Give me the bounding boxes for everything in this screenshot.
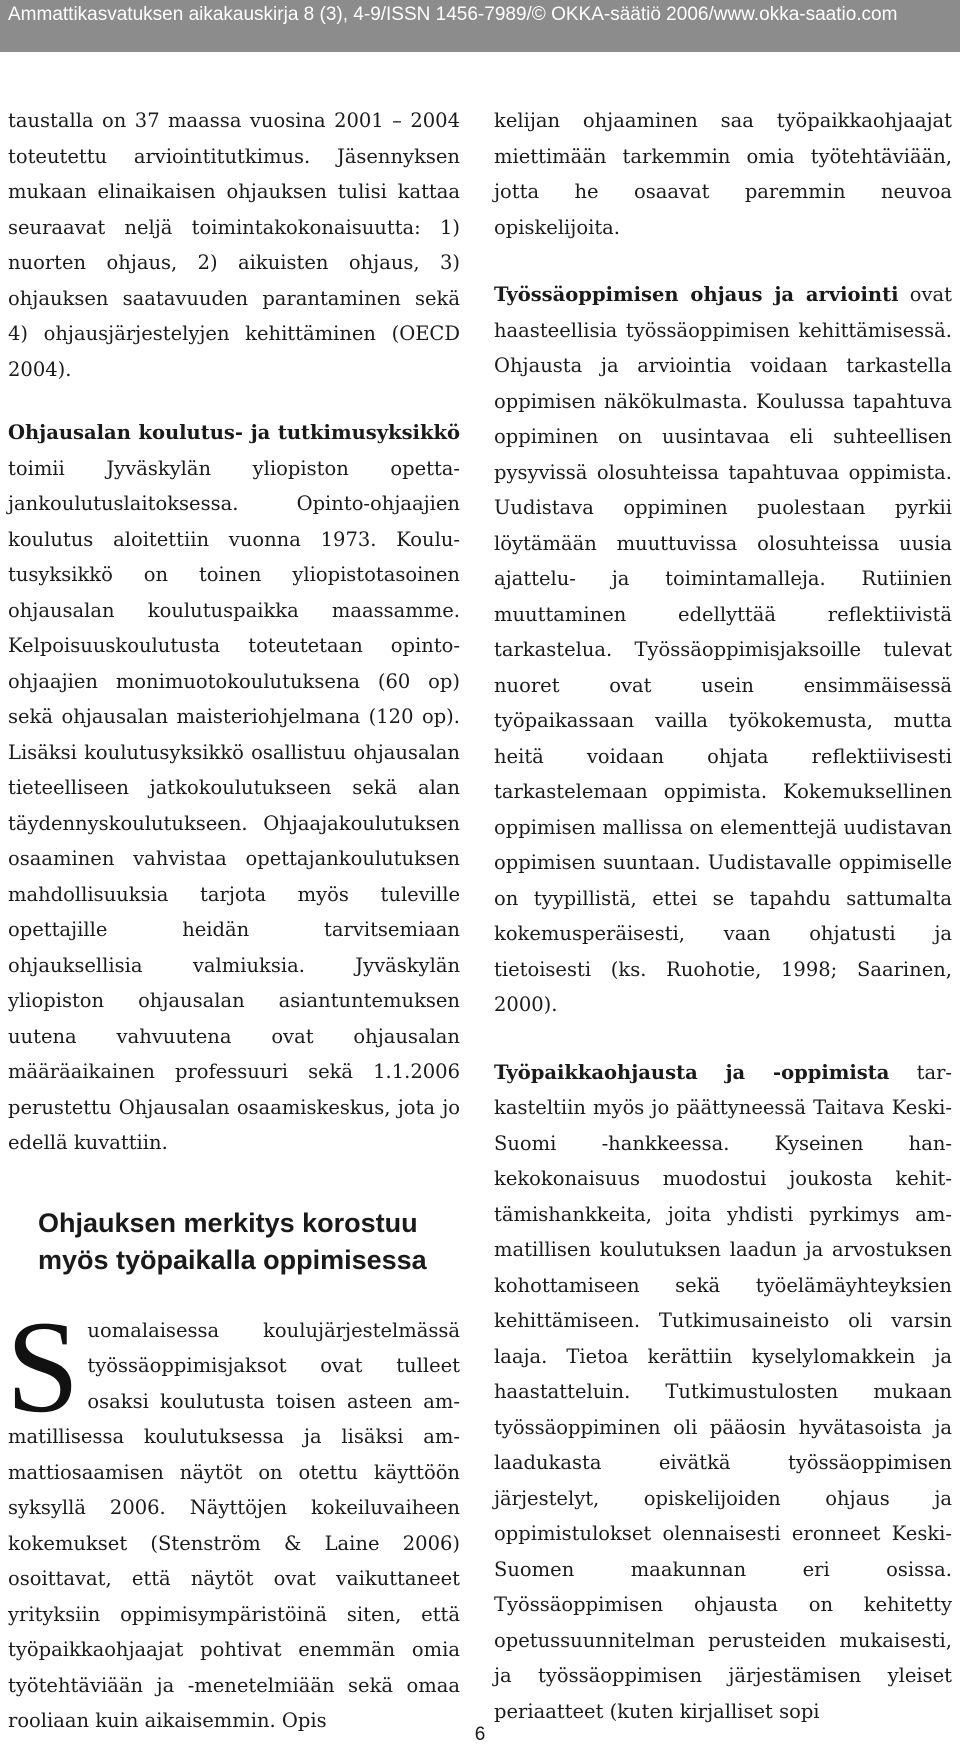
page-number: 6 xyxy=(474,1724,486,1745)
section-heading xyxy=(38,1205,460,1279)
paragraph-body: toimii Jyväskylän yliopiston opettajankoulutuslaitoksessa. Opinto-ohjaajien koulutus aloitettiin vuonna 1973. Koulutusyksikkö on toinen yliopistotasoinen ohjausalan koulutuspaikka maassamme. Kelpoisuuskoulutusta toteutetaan opinto-ohjaajien monimuotokoulutuksena (60 op) sekä ohjausalan maisteriohjelmana (120 op). Lisäksi koulutusyksikkö osallistuu ohjausalan tieteelliseen jatkokoulutukseen sekä alan täydennyskoulutukseen. Ohjaajakoulutuksen osaaminen vahvistaa opettajankoulutuksen mahdollisuuksia tarjota myös tuleville opettajille heidän tarvitsemiaan ohjauksellisia valmiuksia. Jyväskylän yliopiston ohjausalan asiantuntemuksen uutena vahvuutena ovat ohjausalan määräaikainen professuuri sekä 1.1.2006 perustettu Ohjausalan osaamiskeskus, jota jo edellä kuvattiin. xyxy=(8,456,460,1154)
paragraph-lead: Ohjausalan koulutus- ja tutkimusyksikkö xyxy=(8,421,460,444)
paragraph-workplace-learning xyxy=(6,1292,460,1739)
paragraph-training-unit xyxy=(8,415,460,1161)
section-heading-line-2: myös työpaikalla oppimisessa xyxy=(38,1244,427,1275)
paragraph-body: tarkasteltiin myös jo päättyneessä Taitava Keski-Suomi -hankkeessa. Kyseinen hankekokonaisuus muodostui joukosta kehittämishankkeita, joita yhdisti pyrkimys ammatillisen koulutuksen laadun ja arvostuksen kohottamiseen sekä työelämäyhteyksien kehittämiseen. Tutkimusaineisto oli varsin laaja. Tietoa kerättiin kyselylomakkein ja haastatteluin. Tutkimustulosten mukaan työssäoppiminen oli pääosin hyvätasoista ja laadukasta eivätkä työssäoppimisen järjestelyt, opiskelijoiden ohjaus ja oppimistulokset olennaisesti eronneet Keski-Suomen maakunnan eri osissa. Työssäoppimisen ohjausta on kehitetty opetussuunnitelman perusteiden mukaisesti, ja työssäoppimisen järjestämisen yleiset periaatteet (kuten kirjalliset sopi xyxy=(494,1060,952,1723)
paragraph-lead: Työssäoppimisen ohjaus ja arviointi xyxy=(494,283,899,306)
journal-header xyxy=(0,0,960,52)
section-heading-line-1: Ohjauksen merkitys korostuu xyxy=(38,1207,418,1238)
paragraph-oecd: taustalla on 37 maassa vuosina 2001 – 2004 toteutettu arviointitutkimus. Jäsennyksen mukaan elinaikaisen ohjauksen tulisi kattaa seuraavat neljä toimintakokonaisuutta: 1) nuorten ohjaus, 2) aikuisten ohjaus, 3) ohjauksen saatavuuden parantaminen sekä 4) ohjausjärjestelyjen kehittäminen (OECD 2004). xyxy=(8,109,460,381)
paragraph-lead: Työpaikkaohjausta ja -oppimista xyxy=(494,1060,890,1084)
drop-cap: S xyxy=(6,1292,80,1440)
paragraph-body: uomalaisessa koulujärjestelmässä työssäoppimisjaksot ovat tulleet osaksi koulutusta toisen asteen ammatillisessa koulutuksessa ja lisäksi ammattiosaamisen näytöt on otettu käyttöön syksyllä 2006. Näyttöjen kokeiluvaiheen kokemukset (Stenström & Laine 2006) osoittavat, että näytöt ovat vaikuttaneet yrityksiin oppimisympäristöinä siten, että työpaikkaohjaajat pohtivat enemmän omia työtehtäviään ja -menetelmiään sekä omaa rooliaan kuin aikaisemmin. Opis xyxy=(8,1318,460,1732)
paragraph-workplace-guidance xyxy=(494,1055,952,1730)
journal-header-text: Ammattikasvatuksen aikakauskirja 8 (3), 4-9/ISSN 1456-7989/© OKKA-säätiö 2006/www.okka-saatio.com xyxy=(8,4,898,25)
paragraph-body: ovat haasteellisia työssäoppimisen kehittämisessä. Ohjausta ja arviointia voidaan tarkastella oppimisen näkökulmasta. Koulussa tapahtuva oppiminen on uusintavaa eli suhteellisen pysyvissä olosuhteissa tapahtuvaa oppimista. Uudistava oppiminen puolestaan pyrkii löytämään muuttuvissa olosuhteissa uusia ajattelu- ja toimintamalleja. Rutiinien muuttaminen edellyttää reflektiivistä tarkastelua. Työssäoppimisjaksoille tulevat nuoret ovat usein ensimmäisessä työpaikassaan vailla työkokemusta, mutta heitä voidaan ohjata reflektiivisesti tarkastelemaan oppimista. Kokemuksellinen oppimisen mallissa on elementtejä uudistavan oppimisen suuntaan. Uudistavalle oppimiselle on tyypillistä, ettei se tapahdu sattumalta kokemusperäisesti, vaan ohjatusti ja tietoisesti (ks. Ruohotie, 1998; Saarinen, 2000). xyxy=(494,283,952,1016)
paragraph-continuation: kelijan ohjaaminen saa työpaikkaohjaajat miettimään tarkemmin omia työtehtäviään, jotta he osaavat paremmin neuvoa opiskelijoita. xyxy=(494,109,952,239)
paragraph-guidance-assessment xyxy=(494,277,952,1023)
right-column xyxy=(494,103,952,1729)
left-column xyxy=(8,103,460,1739)
